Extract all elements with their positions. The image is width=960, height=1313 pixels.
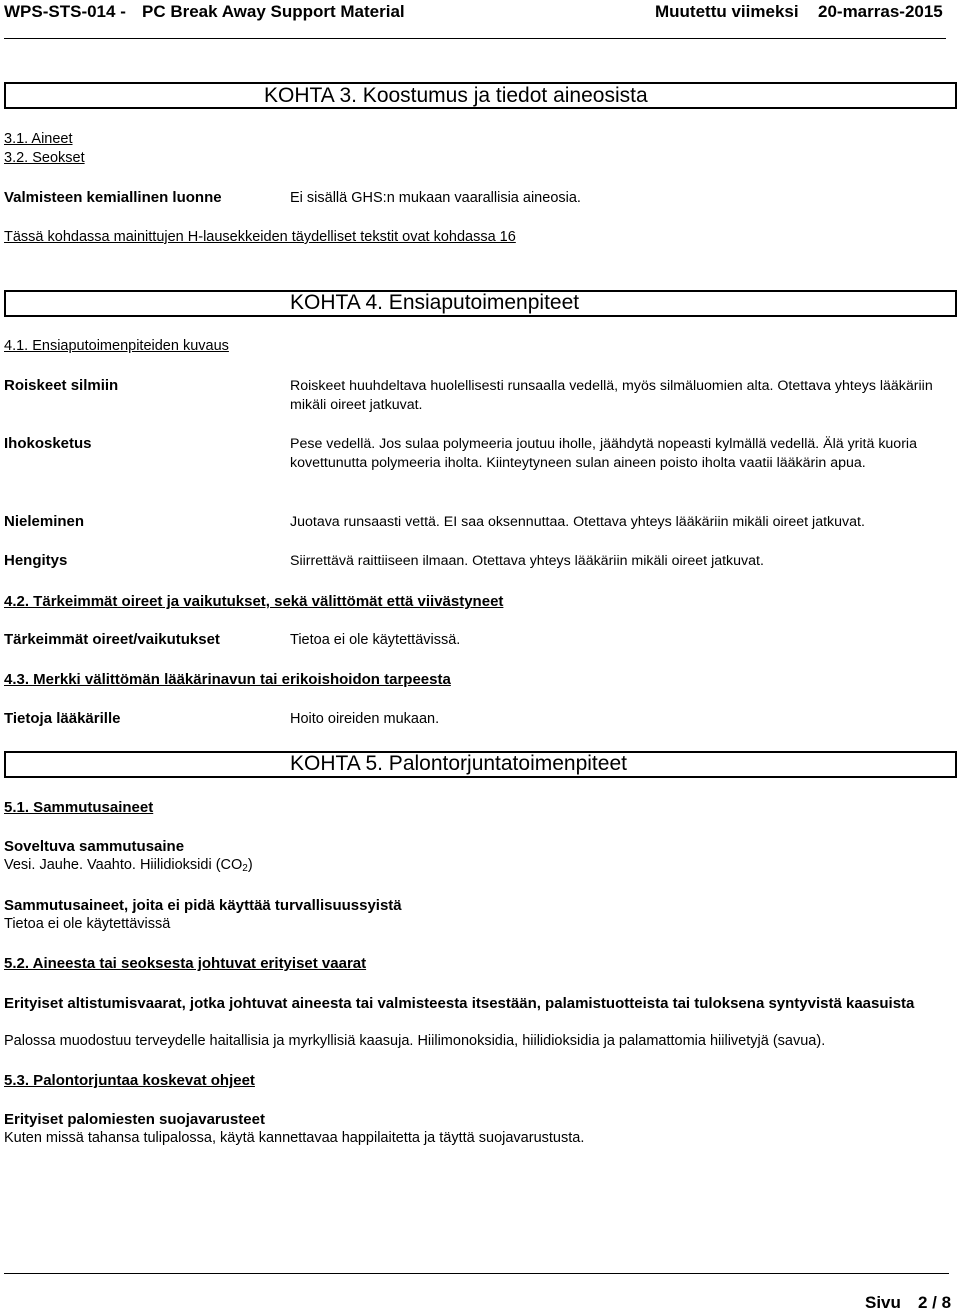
inhalation-label: Hengitys — [4, 552, 68, 569]
ppe-label: Erityiset palomiesten suojavarusteet — [4, 1111, 265, 1128]
hazard-text: Palossa muodostuu terveydelle haitallisia ja myrkyllisiä kaasuja. Hiilimonoksidia, hiilidioksidia ja palamattomia hiilivetyjä (savua). — [4, 1033, 826, 1049]
h-statements-note: Tässä kohdassa mainittujen H-lausekkeiden täydelliset tekstit ovat kohdassa 16 — [4, 229, 516, 245]
modified-label: Muutettu viimeksi — [655, 2, 799, 21]
chem-label: Valmisteen kemiallinen luonne — [4, 189, 222, 206]
section-3-title: KOHTA 3. Koostumus ja tiedot aineosista — [264, 84, 648, 107]
unsuitable-text: Tietoa ei ole käytettävissä — [4, 916, 171, 932]
footer-rule — [4, 1273, 949, 1274]
skin-text: Pese vedellä. Jos sulaa polymeeria joutuu iholle, jäähdytä nopeasti kylmällä vedellä. Älä yritä kuoria kovettunutta polymeeria iholta. Kiinteytyneen sulan aineen poisto iholta vaatii lääkärin apua. — [290, 436, 917, 471]
ingestion-text: Juotava runsaasti vettä. EI saa oksennuttaa. Otettava yhteys lääkäriin mikäli oireet jatkuvat. — [290, 514, 865, 530]
sub-3-1: 3.1. Aineet — [4, 131, 73, 147]
suitable-label: Soveltuva sammutusaine — [4, 838, 185, 855]
section-5-title: KOHTA 5. Palontorjuntatoimenpiteet — [290, 752, 627, 775]
sub-4-3: 4.3. Merkki välittömän lääkärinavun tai erikoishoidon tarpeesta — [4, 671, 451, 688]
sub-3-2: 3.2. Seokset — [4, 150, 85, 166]
symptoms-label: Tärkeimmät oireet/vaikutukset — [4, 631, 220, 648]
sub-5-1: 5.1. Sammutusaineet — [4, 799, 154, 816]
eyes-label: Roiskeet silmiin — [4, 377, 119, 394]
doc-id: WPS-STS-014 - — [4, 2, 126, 21]
suitable-text — [4, 857, 253, 874]
skin-label: Ihokosketus — [4, 435, 92, 452]
ingestion-label: Nieleminen — [4, 513, 85, 530]
suitable-end: ) — [247, 857, 253, 873]
header-rule — [4, 38, 946, 39]
page-number: 2 / 8 — [918, 1293, 952, 1312]
inhalation-text: Siirrettävä raittiiseen ilmaan. Otettava yhteys lääkäriin mikäli oireet jatkuvat. — [290, 553, 764, 569]
sub-4-1: 4.1. Ensiaputoimenpiteiden kuvaus — [4, 338, 229, 354]
doctor-label: Tietoja lääkärille — [4, 710, 121, 727]
unsuitable-label: Sammutusaineet, joita ei pidä käyttää turvallisuussyistä — [4, 897, 402, 914]
modified-date: 20-marras-2015 — [818, 2, 943, 21]
suitable-main: Vesi. Jauhe. Vaahto. Hiilidioksidi (CO — [4, 857, 243, 873]
doc-title: PC Break Away Support Material — [142, 2, 405, 21]
chem-value: Ei sisällä GHS:n mukaan vaarallisia aineosia. — [290, 190, 581, 206]
symptoms-text: Tietoa ei ole käytettävissä. — [290, 632, 461, 648]
eyes-text: Roiskeet huuhdeltava huolellisesti runsaalla vedellä, myös silmäluomien alta. Otettava yhteys lääkäriin mikäli oireet jatkuvat. — [290, 378, 933, 413]
doctor-text: Hoito oireiden mukaan. — [290, 711, 440, 727]
sub-4-2: 4.2. Tärkeimmät oireet ja vaikutukset, sekä välittömät että viivästyneet — [4, 593, 504, 610]
hazard-label: Erityiset altistumisvaarat, jotka johtuvat aineesta tai valmisteesta itsestään, palamistuotteista tai tuloksena syntyvistä kaasuista — [4, 995, 915, 1012]
sub-5-3: 5.3. Palontorjuntaa koskevat ohjeet — [4, 1072, 255, 1089]
section-4-title: KOHTA 4. Ensiaputoimenpiteet — [290, 291, 580, 314]
ppe-text: Kuten missä tahansa tulipalossa, käytä kannettavaa happilaitetta ja täyttä suojavarustusta. — [4, 1130, 585, 1146]
sub-5-2: 5.2. Aineesta tai seoksesta johtuvat erityiset vaarat — [4, 955, 367, 972]
co2-subscript: 2 — [242, 863, 248, 874]
page-label: Sivu — [865, 1293, 901, 1312]
